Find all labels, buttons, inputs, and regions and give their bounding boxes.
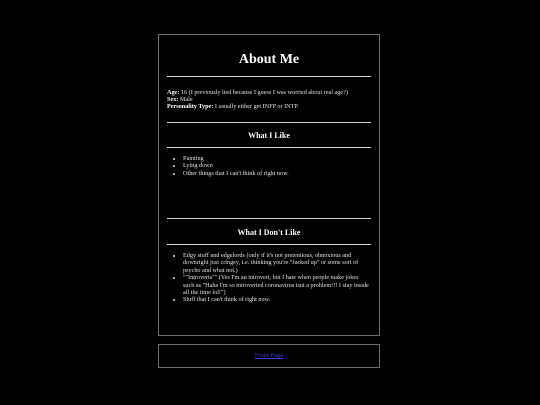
list-item: • Lying down [183, 162, 369, 169]
likes-list [167, 155, 369, 177]
about-panel [158, 34, 380, 336]
personality-line [167, 103, 371, 110]
age-line [167, 89, 371, 96]
likes-divider-bottom [167, 147, 371, 148]
list-item: • ""Introverts"" (Yes I'm an introvert, but I hate when people make jokes such as "Haha I'm so introverted coronavirus isnt a problem!!! I stay inside all the time lol!") [183, 274, 369, 296]
personality-label: Personality Type: [167, 103, 214, 110]
dislikes-list [167, 252, 369, 304]
age-label: Age: [167, 89, 180, 96]
front-page-link[interactable]: Front Page [254, 352, 284, 359]
list-item: • Stuff that I can't think of right now. [183, 296, 369, 303]
likes-heading: What I Like [248, 131, 290, 140]
personal-info [167, 89, 371, 110]
age-value: 16 (I previously lied because I guess I was worried about real age?) [180, 89, 348, 96]
footer-panel [158, 344, 380, 368]
likes-divider-top [167, 122, 371, 123]
dislikes-heading: What I Don't Like [237, 228, 301, 237]
dislikes-divider-bottom [167, 244, 371, 245]
title-divider [167, 76, 371, 77]
sex-label: Sex: [167, 96, 179, 103]
page-title: About Me [238, 52, 300, 67]
list-item: • Other things that I can't think of right now. [183, 170, 369, 177]
list-item: • Edgy stuff and edgelords (only if it's not pretentious, obnoxious and downright just cringey, i.e. thinking you're "fucked up" or some sort of psycho and what not.) [183, 252, 369, 274]
sex-line [167, 96, 371, 103]
list-item: • Painting [183, 155, 369, 162]
sex-value: Male [179, 96, 193, 103]
personality-value: I usually either get INFP or INTP. [214, 103, 299, 110]
dislikes-divider-top [167, 218, 371, 219]
